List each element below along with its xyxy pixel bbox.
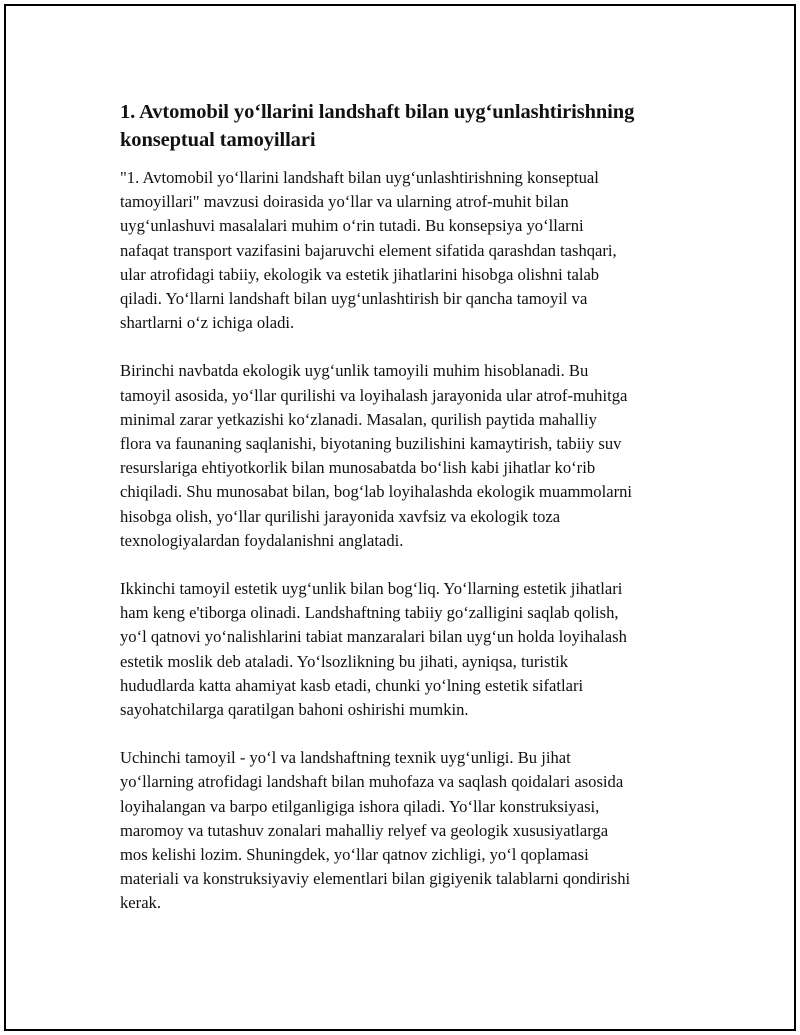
document-title: 1. Avtomobil yo‘llarini landshaft bilan uyg‘unlashtirishning konseptual tamoyillari <box>120 101 635 151</box>
document-body <box>120 98 700 940</box>
paragraph-intro: "1. Avtomobil yo‘llarini landshaft bilan uyg‘unlashtirishning konseptual tamoyillari" mavzusi doirasida yo‘llar va ularning atrof-muhit bilan uyg‘unlashuvi masalalari muhim o‘rin tutadi. Bu konsepsiya yo‘llarni nafaqat transport vazifasini bajaruvchi element sifatida qarashdan tashqari, ular atrofidagi tabiiy, ekologik va estetik jihatlarini hisobga olishni talab qiladi. Yo‘llarni landshaft bilan uyg‘unlashtirish bir qancha tamoyil va shartlarni o‘z ichiga oladi. <box>120 168 617 333</box>
paragraph-aesthetic-harmony: Ikkinchi tamoyil estetik uyg‘unlik bilan bog‘liq. Yo‘llarning estetik jihatlari ham keng e'tiborga olinadi. Landshaftning tabiiy go‘zalligini saqlab qolish, yo‘l qatnovi yo‘nalishlarini tabiat manzaralari bilan uyg‘un holda loyihalash estetik moslik deb ataladi. Yo‘lsozlikning bu jihati, ayniqsa, turistik hududlarda katta ahamiyat kasb etadi, chunki yo‘lning estetik sifatlari sayohatchilarga qaratilgan bahoni oshirishi mumkin. <box>120 579 627 720</box>
paragraph-technical-harmony: Uchinchi tamoyil - yo‘l va landshaftning texnik uyg‘unligi. Bu jihat yo‘llarning atrofidagi landshaft bilan muhofaza va saqlash qoidalari asosida loyihalangan va barpo etilganligiga ishora qiladi. Yo‘llar konstruksiyasi, maromoy va tutashuv zonalari mahalliy relyef va geologik xususiyatlarga mos kelishi lozim. Shuningdek, yo‘llar qatnov zichligi, yo‘l qoplamasi materiali va konstruksiyaviy elementlari bilan gigiyenik talablarni qondirishi kerak. <box>120 748 631 913</box>
page-frame <box>4 4 796 1031</box>
paragraph-ecological-harmony: Birinchi navbatda ekologik uyg‘unlik tamoyili muhim hisoblanadi. Bu tamoyil asosida, yo‘llar qurilishi va loyihalash jarayonida ular atrof-muhitga minimal zarar yetkazishi ko‘zlanadi. Masalan, qurilish paytida mahalliy flora va faunaning saqlanishi, biyotaning buzilishini kamaytirish, tabiiy suv resurslariga ehtiyotkorlik bilan munosabatda bo‘lish kabi jihatlar ko‘rib chiqiladi. Shu munosabat bilan, bog‘lab loyihalashda ekologik muammolarni hisobga olish, yo‘llar qurilishi jarayonida xavfsiz va ekologik toza texnologiyalardan foydalanishni anglatadi. <box>120 361 633 550</box>
